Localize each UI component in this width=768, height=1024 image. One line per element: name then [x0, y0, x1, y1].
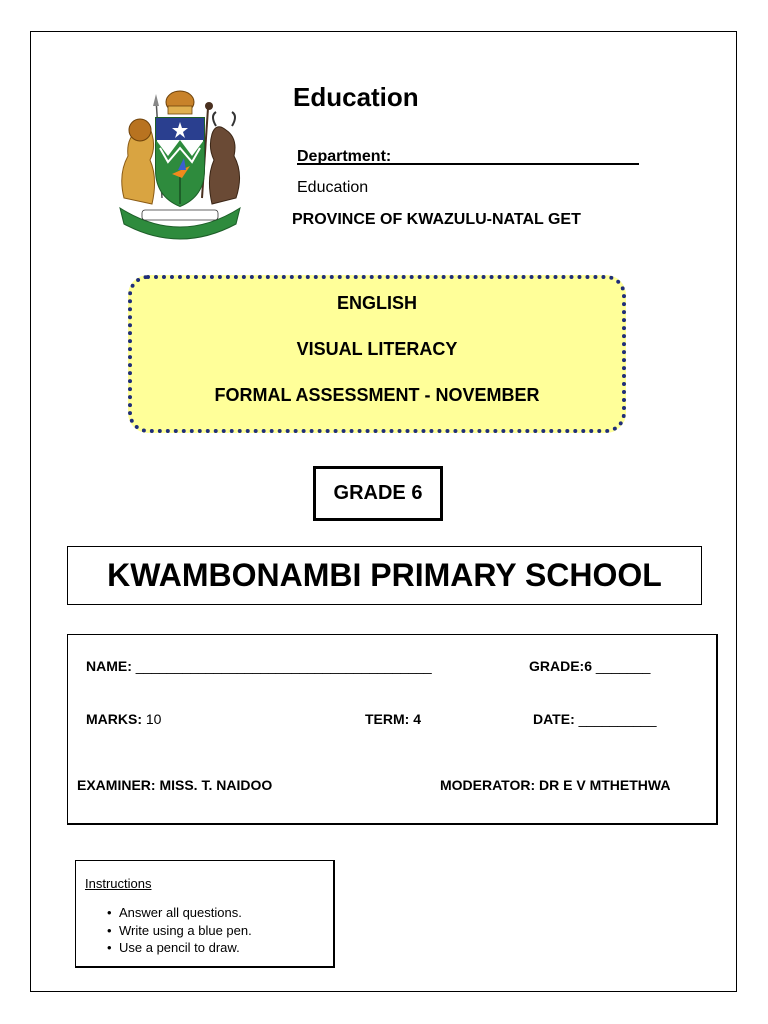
date-label: DATE:	[533, 711, 575, 727]
grade-blank: _______	[595, 658, 651, 674]
instructions-list	[107, 904, 252, 957]
department-value: Education	[297, 179, 369, 196]
examiner-label: EXAMINER: MISS. T. NAIDOO	[77, 777, 273, 793]
marks-label: MARKS:	[86, 711, 142, 727]
date-field[interactable]	[533, 711, 657, 727]
department-label: Department:	[297, 148, 392, 165]
marks-field	[86, 711, 161, 727]
student-info-box	[67, 634, 718, 825]
instructions-title: Instructions	[85, 876, 152, 891]
subject-box	[128, 275, 626, 433]
instruction-item: • Write using a blue pen.	[107, 922, 252, 940]
name-label: NAME:	[86, 658, 132, 674]
name-blank: ______________________________________	[135, 658, 432, 674]
grade-badge: GRADE 6	[313, 466, 443, 521]
date-blank: __________	[578, 711, 657, 727]
subject-line-1: ENGLISH	[336, 293, 417, 313]
moderator-label: MODERATOR: DR E V MTHETHWA	[440, 777, 671, 793]
name-field[interactable]	[86, 658, 432, 674]
school-name: KWAMBONAMBI PRIMARY SCHOOL	[67, 546, 702, 605]
province-label: PROVINCE OF KWAZULU-NATAL GET	[292, 211, 581, 228]
subject-line-3: FORMAL ASSESSMENT - NOVEMBER	[214, 385, 540, 405]
department-underline	[297, 163, 639, 165]
grade-field[interactable]	[529, 658, 650, 674]
kzn-coat-of-arms-logo	[112, 78, 248, 240]
term-label: TERM: 4	[365, 711, 421, 727]
instructions-box	[75, 860, 335, 968]
instruction-item: • Use a pencil to draw.	[107, 939, 252, 957]
subject-line-2: VISUAL LITERACY	[296, 339, 458, 359]
instruction-item: • Answer all questions.	[107, 904, 252, 922]
grade-label: GRADE:6	[529, 658, 593, 674]
department-title: Education	[293, 82, 419, 112]
marks-value: 10	[145, 711, 162, 727]
